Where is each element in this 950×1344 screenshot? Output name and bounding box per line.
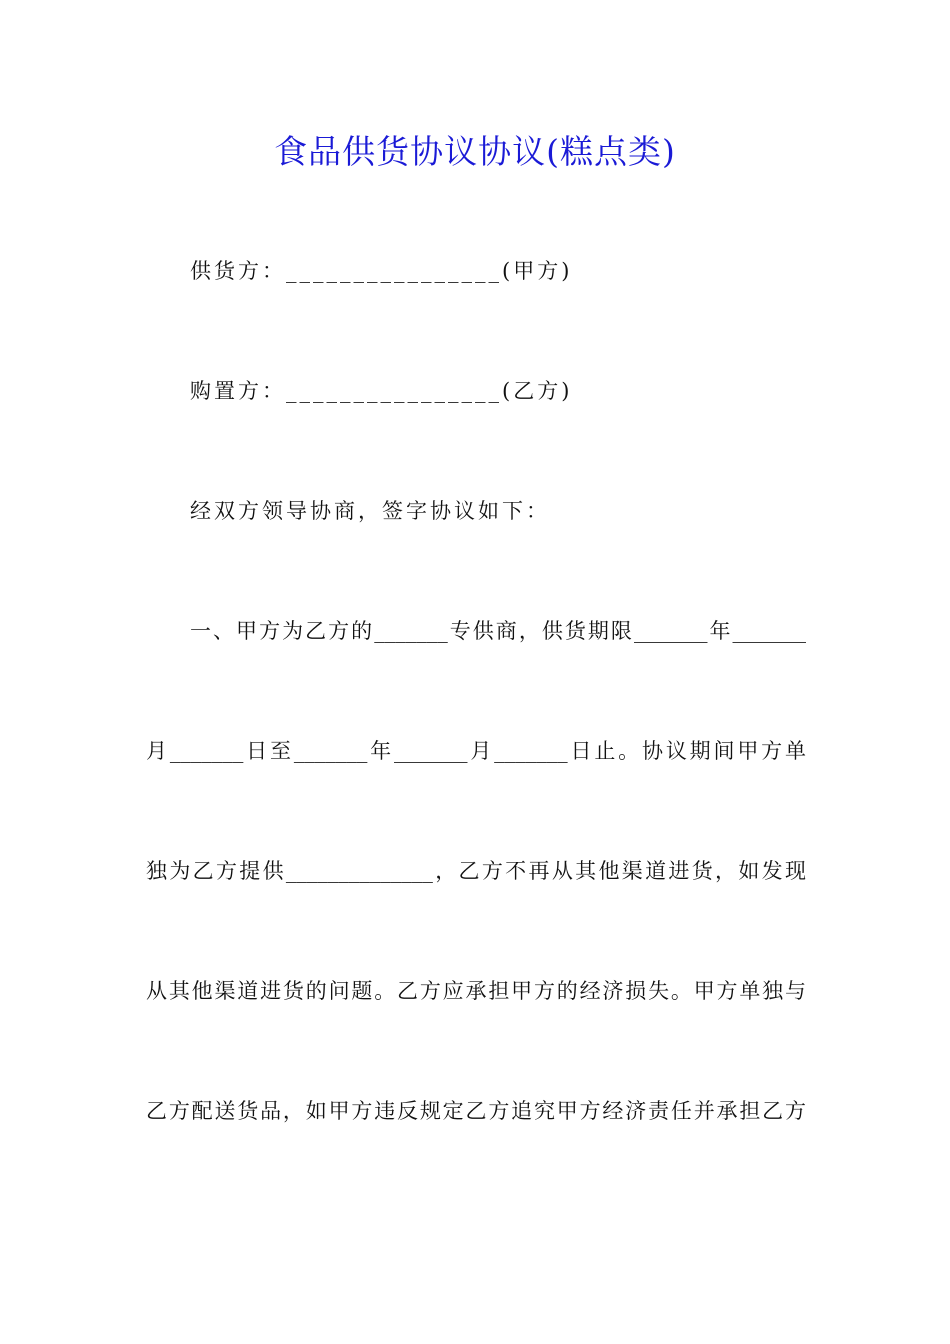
clause-1-line-2: 月_______日至_______年_______月_______日止。协议期间甲方单: [146, 739, 806, 763]
clause-1-line-5: 乙方配送货品，如甲方违反规定乙方追究甲方经济责任并承担乙方: [146, 1099, 806, 1123]
purchaser-line: 购置方：________________(乙方): [190, 379, 573, 403]
agreement-intro-line: 经双方领导协商，签字协议如下：: [190, 499, 550, 523]
clause-1-line-4: 从其他渠道进货的问题。乙方应承担甲方的经济损失。甲方单独与: [146, 979, 806, 1003]
document-title: 食品供货协议协议(糕点类): [274, 132, 676, 171]
clause-1-line-3: 独为乙方提供______________，乙方不再从其他渠道进货，如发现: [146, 859, 806, 883]
clause-1-line-1: 一、甲方为乙方的_______专供商，供货期限_______年_______: [190, 619, 806, 643]
supplier-line: 供货方：________________(甲方): [190, 259, 573, 283]
